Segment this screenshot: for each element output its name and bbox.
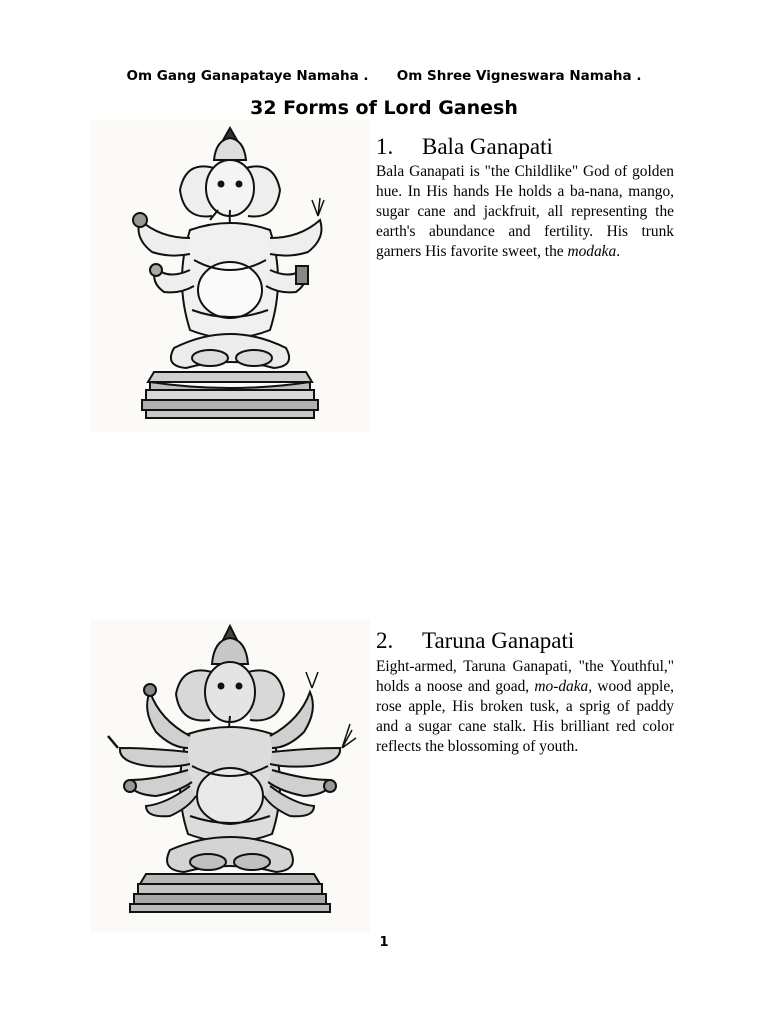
chant-1: Om Gang Ganapataye Namaha .: [126, 68, 369, 84]
page-number: 1: [379, 935, 389, 950]
entry-2-name: Taruna Ganapati: [422, 628, 575, 653]
bala-ganapati-illustration: [90, 120, 370, 432]
entry-2-description: [376, 657, 674, 757]
entry-1-text-end: .: [616, 243, 621, 260]
entry-2-number: 2.: [376, 628, 394, 653]
entry-2-emphasis: mo-daka,: [534, 678, 593, 695]
taruna-ganapati-illustration: [90, 620, 370, 932]
entry-1-heading: [376, 134, 553, 160]
entry-1-name: Bala Ganapati: [422, 134, 553, 159]
entry-2-text-end: wood apple, rose apple, His broken tusk, a sprig of paddy and a sugar cane stalk. His brilliant red color reflects the blossoming of youth.: [376, 678, 674, 755]
entry-2-heading: [376, 628, 574, 654]
chant-2: Om Shree Vigneswara Namaha .: [396, 68, 642, 84]
entry-1-description: [376, 162, 674, 262]
header-chants: [0, 68, 768, 84]
document-title: 32 Forms of Lord Ganesh: [250, 97, 518, 119]
entry-1-emphasis: modaka: [567, 243, 617, 260]
entry-1-number: 1.: [376, 134, 394, 159]
entry-1-text: Bala Ganapati is "the Childlike" God of golden hue. In His hands He holds a ba-nana, mango, sugar cane and jackfruit, all representing the earth's abundance and fertility. His trunk garners His favorite sweet, the: [376, 163, 674, 260]
entry-2-text: Eight-armed, Taruna Ganapati, "the Youthful," holds a noose and goad,: [376, 658, 674, 695]
